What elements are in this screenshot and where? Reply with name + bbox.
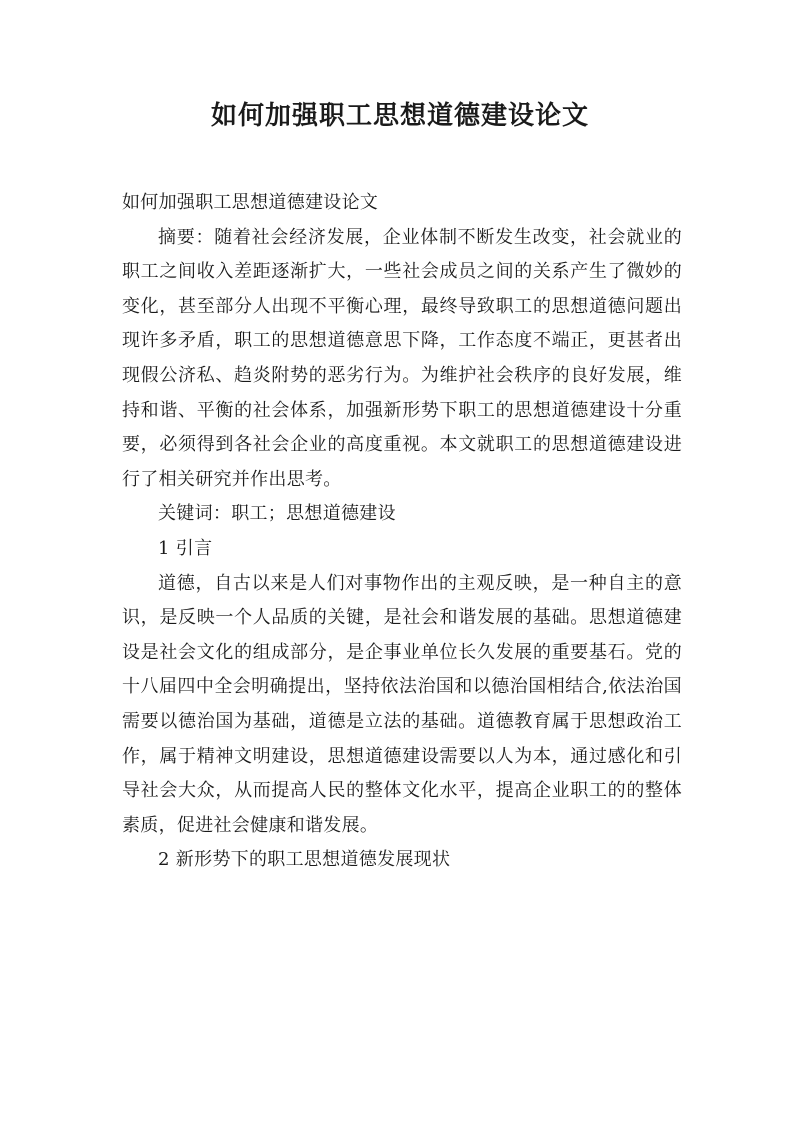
section-1-heading: 1 引言 — [158, 537, 213, 559]
keywords-line: 关键词：职工；思想道德建设 — [158, 503, 396, 525]
document-title: 如何加强职工思想道德建设论文 — [210, 101, 589, 131]
document-subtitle: 如何加强职工思想道德建设论文 — [122, 192, 379, 213]
abstract-paragraph: 摘要：随着社会经济发展，企业体制不断发生改变，社会就业的职工之间收入差距逐渐扩大，一些社会成员之间的关系产生了微妙的变化，甚至部分人出现不平衡心理，最终导致职工的思想道德问题出现许多矛盾，职工的思想道德意思下降，工作态度不端正，更甚者出现假公济私、趋炎附势的恶劣行为。为维护社会秩序的良好发展，维持和谐、平衡的社会体系，加强新形势下职工的思想道德建设十分重要，必须得到各社会企业的高度重视。本文就职工的思想道德建设进行了相关研究并作出思考。 — [122, 226, 682, 490]
section-2-heading: 2 新形势下的职工思想道德发展现状 — [158, 849, 451, 871]
document-body — [122, 186, 682, 878]
section-1-paragraph: 道德，自古以来是人们对事物作出的主观反映，是一种自主的意识，是反映一个人品质的关键，是社会和谐发展的基础。思想道德建设是社会文化的组成部分，是企事业单位长久发展的重要基石。党的十八届四中全会明确提出，坚持依法治国和以德治国相结合,依法治国需要以德治国为基础，道德是立法的基础。道德教育属于思想政治工作，属于精神文明建设，思想道德建设需要以人为本，通过感化和引导社会大众，从而提高人民的整体文化水平，提高企业职工的的整体素质，促进社会健康和谐发展。 — [122, 572, 682, 836]
